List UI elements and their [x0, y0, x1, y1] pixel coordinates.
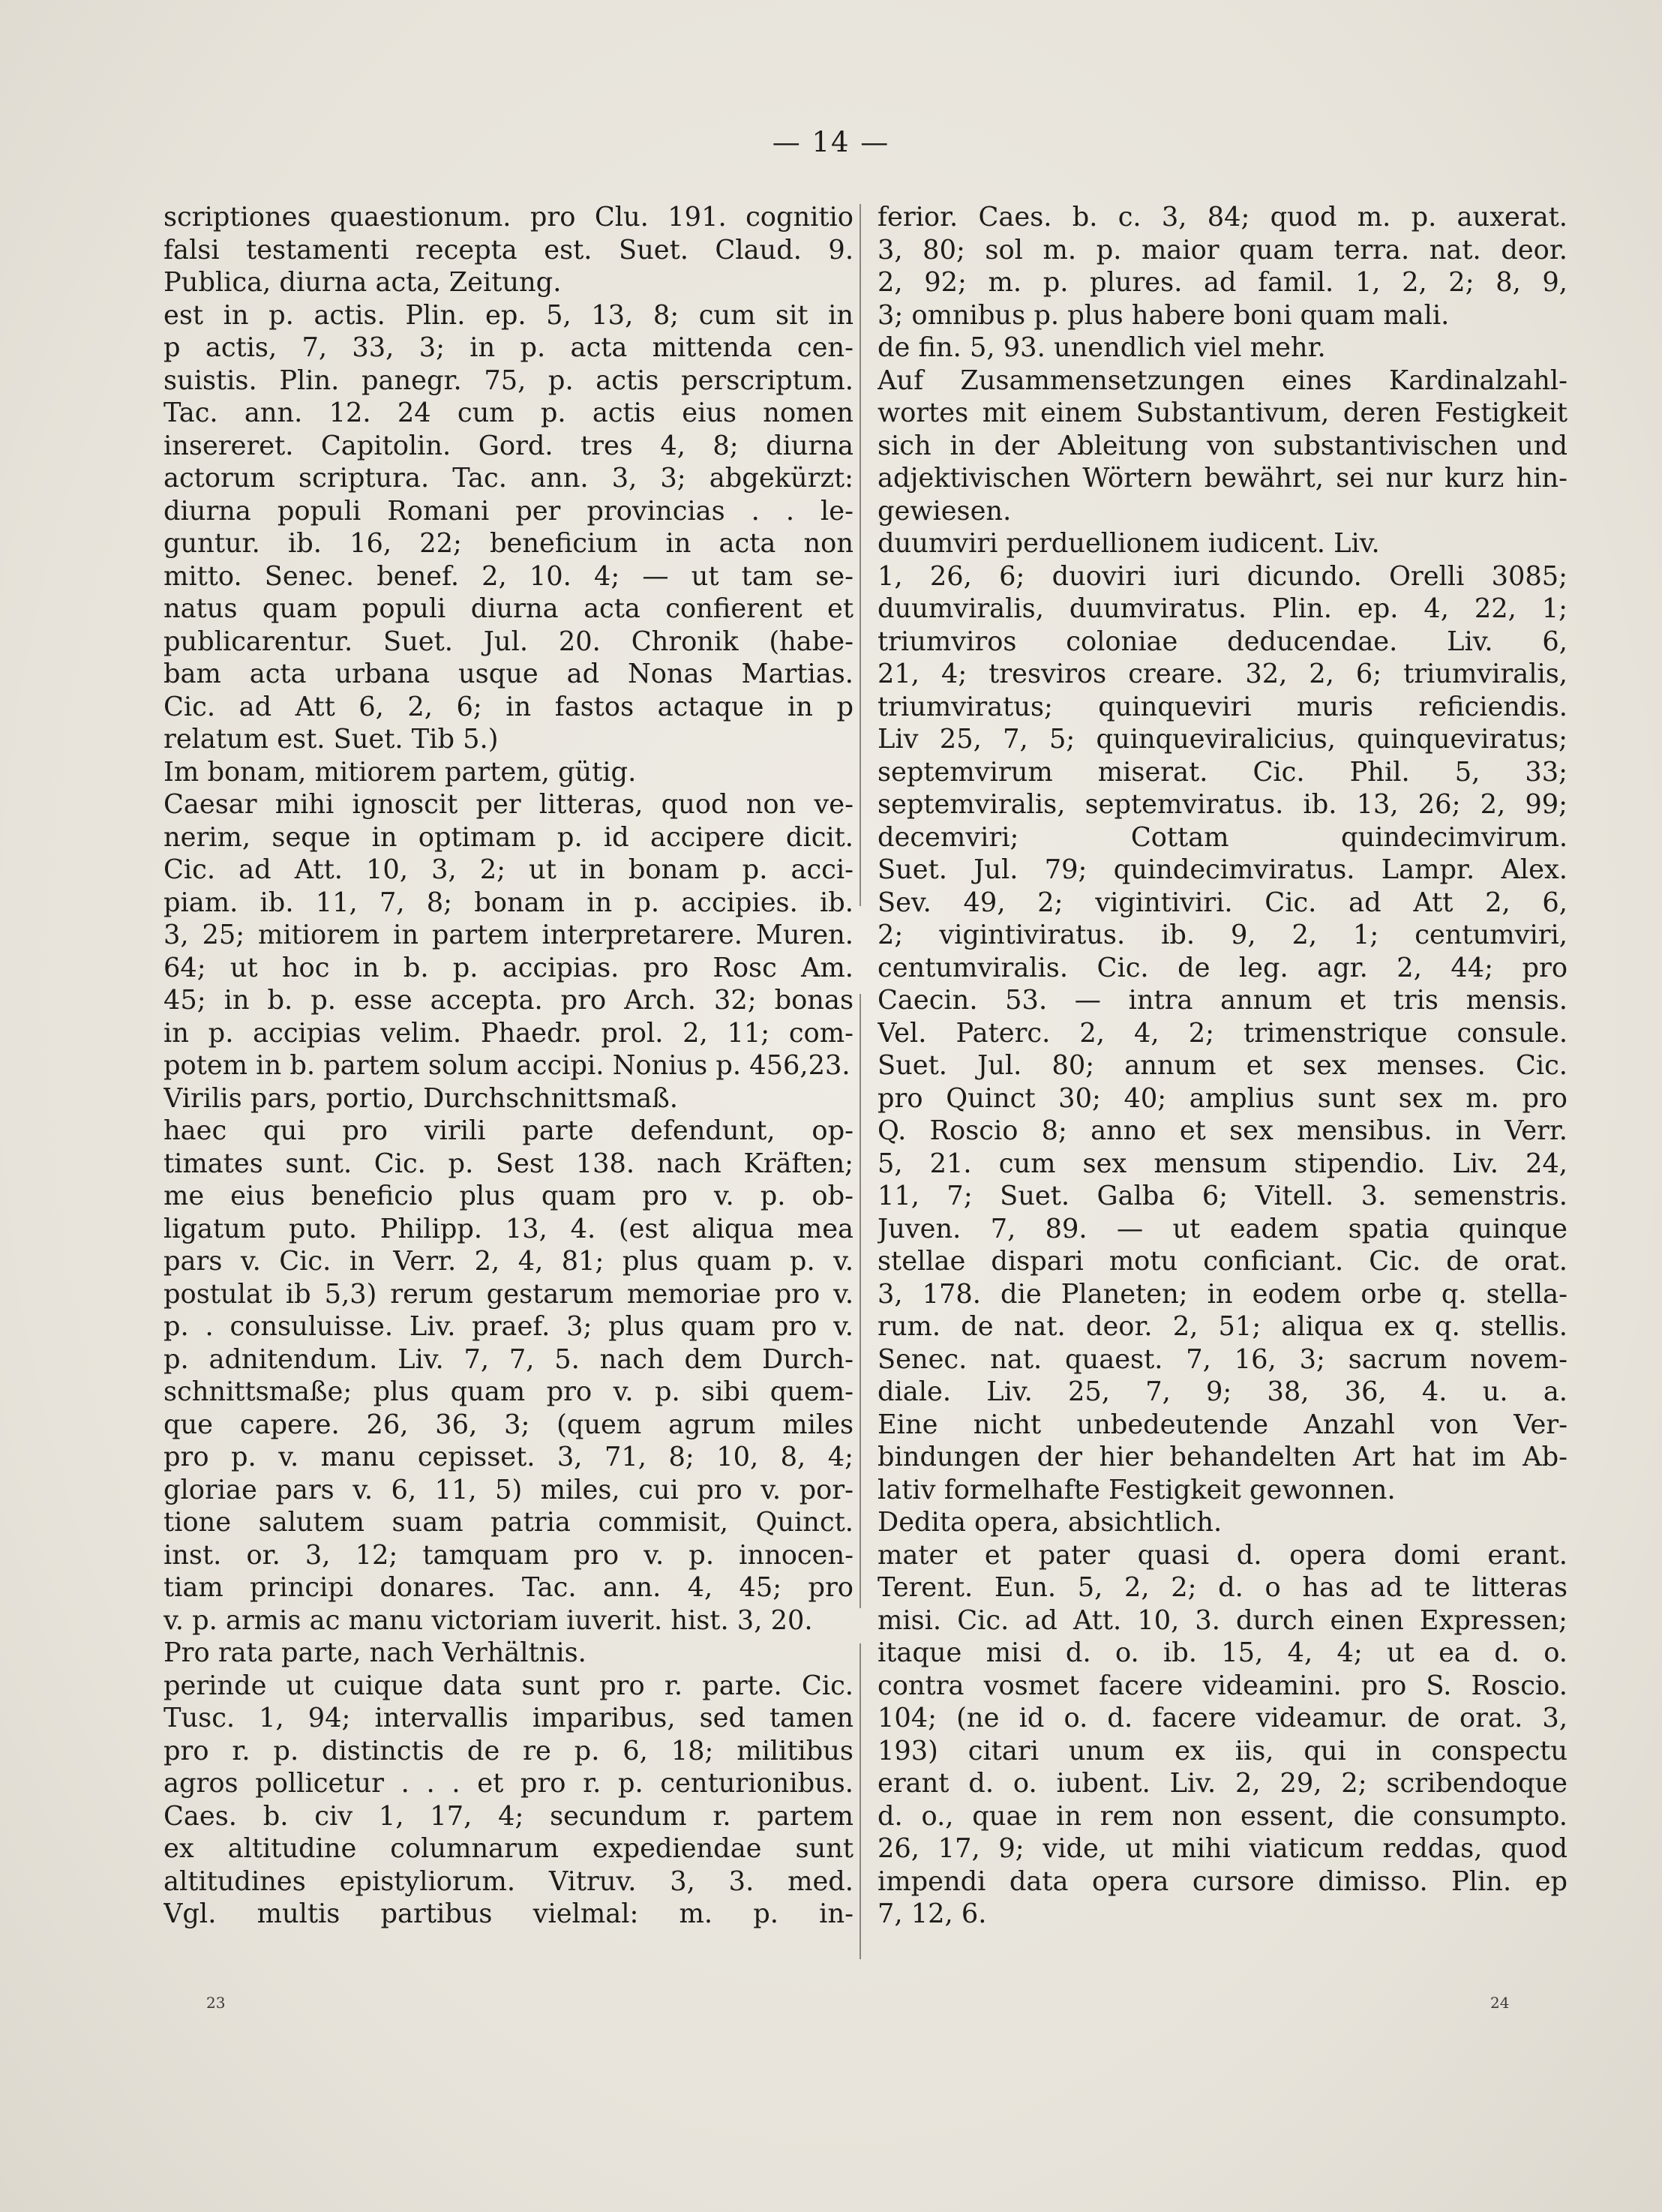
text-line: Vgl. multis partibus vielmal: m. p. in-	[164, 1898, 854, 1929]
text-line: relatum est. Suet. Tib 5.)	[164, 724, 499, 755]
text-line: Caecin. 53. — intra annum et tris mensis.	[878, 985, 1568, 1016]
text-line: decemviri; Cottam quindecimvirum.	[878, 821, 1568, 853]
text-line: est in p. actis. Plin. ep. 5, 13, 8; cum sit in	[164, 299, 854, 331]
text-line: ligatum puto. Philipp. 13, 4. (est aliqua mea	[164, 1213, 854, 1244]
text-line: mitto. Senec. benef. 2, 10. 4; — ut tam se-	[164, 560, 854, 592]
text-line: perinde ut cuique data sunt pro r. parte. Cic.	[164, 1670, 854, 1701]
text-line: diale. Liv. 25, 7, 9; 38, 36, 4. u. a.	[878, 1376, 1568, 1407]
text-line: 104; (ne id o. d. facere videamur. de orat. 3,	[878, 1703, 1568, 1733]
text-line: Cic. ad Att 6, 2, 6; in fastos actaque in p	[164, 691, 854, 722]
signature-mark-left: 23	[206, 1994, 226, 2012]
page-number: — 14 —	[772, 126, 890, 158]
text-line: septemviralis, septemviratus. ib. 13, 26; 2, 99;	[878, 789, 1568, 820]
text-line: 64; ut hoc in b. p. accipias. pro Rosc Am.	[164, 952, 854, 983]
text-line: mater et pater quasi d. opera domi erant.	[878, 1539, 1568, 1571]
text-line: pro Quinct 30; 40; amplius sunt sex m. pro	[878, 1082, 1568, 1114]
text-line: inst. or. 3, 12; tamquam pro v. p. innocen-	[164, 1539, 854, 1571]
text-line: scriptiones quaestionum. pro Clu. 191. cognitio	[164, 202, 854, 233]
text-line: triumviratus; quinqueviri muris reficiendis.	[878, 691, 1568, 722]
text-line: Vel. Paterc. 2, 4, 2; trimenstrique consule.	[878, 1017, 1568, 1049]
text-line: duumviralis, duumviratus. Plin. ep. 4, 22, 1;	[878, 593, 1568, 624]
text-line: d. o., quae in rem non essent, die consumpto.	[878, 1800, 1568, 1832]
text-line: Terent. Eun. 5, 2, 2; d. o has ad te litteras	[878, 1572, 1568, 1603]
signature-mark-right: 24	[1490, 1994, 1510, 2012]
text-line: triumviros coloniae deducendae. Liv. 6,	[878, 626, 1568, 657]
text-line: Pro rata parte, nach Verhältnis.	[164, 1637, 586, 1668]
text-line: stellae dispari motu conficiant. Cic. de orat.	[878, 1246, 1568, 1277]
text-line: wortes mit einem Substantivum, deren Festigkeit	[878, 398, 1568, 428]
text-line: Publica, diurna acta, Zeitung.	[164, 267, 562, 298]
text-line: me eius beneficio plus quam pro v. p. ob-	[164, 1181, 854, 1211]
text-line: Liv 25, 7, 5; quinqueviralicius, quinqueviratus;	[878, 724, 1568, 755]
text-line: 1, 26, 6; duoviri iuri dicundo. Orelli 3085;	[878, 560, 1568, 592]
text-line: in p. accipias velim. Phaedr. prol. 2, 11; com-	[164, 1017, 854, 1049]
text-line: timates sunt. Cic. p. Sest 138. nach Kräften;	[164, 1148, 854, 1179]
text-line: 21, 4; tresviros creare. 32, 2, 6; triumviralis,	[878, 659, 1568, 689]
text-line: 5, 21. cum sex mensum stipendio. Liv. 24,	[878, 1148, 1568, 1179]
text-line: suistis. Plin. panegr. 75, p. actis perscriptum.	[164, 365, 854, 396]
text-line: nerim, seque in optimam p. id accipere dicit.	[164, 821, 854, 853]
text-line: contra vosmet facere videamini. pro S. Roscio.	[878, 1670, 1568, 1701]
text-line: schnittsmaße; plus quam pro v. p. sibi quem-	[164, 1376, 854, 1407]
text-line: tione salutem suam patria commisit, Quinct.	[164, 1507, 854, 1538]
text-line: diurna populi Romani per provincias . . le-	[164, 495, 854, 527]
text-line: 3; omnibus p. plus habere boni quam mali.	[878, 299, 1450, 331]
text-line: Im bonam, mitiorem partem, gütig.	[164, 756, 637, 788]
left-column	[164, 201, 854, 1931]
text-line: p. . consuluisse. Liv. praef. 3; plus quam pro v.	[164, 1311, 854, 1342]
text-line: Juven. 7, 89. — ut eadem spatia quinque	[878, 1213, 1568, 1244]
text-line: 3, 25; mitiorem in partem interpretarere. Muren.	[164, 920, 854, 950]
text-line: agros pollicetur . . . et pro r. p. centurionibus.	[164, 1768, 854, 1799]
column-divider	[860, 204, 861, 1959]
text-line: duumviri perduellionem iudicent. Liv.	[878, 528, 1380, 559]
text-line: impendi data opera cursore dimisso. Plin. ep	[878, 1865, 1568, 1897]
text-line: haec qui pro virili parte defendunt, op-	[164, 1115, 854, 1146]
right-column	[878, 201, 1568, 1931]
text-line: gloriae pars v. 6, 11, 5) miles, cui pro v. por-	[164, 1474, 854, 1505]
text-line: publicarentur. Suet. Jul. 20. Chronik (habe-	[164, 626, 854, 657]
text-line: potem in b. partem solum accipi. Nonius p. 456,23.	[164, 1050, 850, 1081]
text-line: Cic. ad Att. 10, 3, 2; ut in bonam p. acci-	[164, 854, 854, 885]
text-line: ferior. Caes. b. c. 3, 84; quod m. p. auxerat.	[878, 202, 1568, 233]
text-line: 45; in b. p. esse accepta. pro Arch. 32; bonas	[164, 985, 854, 1016]
text-line: 7, 12, 6.	[878, 1898, 987, 1929]
text-line: natus quam populi diurna acta confierent et	[164, 593, 854, 624]
text-line: pars v. Cic. in Verr. 2, 4, 81; plus quam p. v.	[164, 1246, 854, 1277]
text-line: bindungen der hier behandelten Art hat im Ab-	[878, 1442, 1568, 1472]
text-line: guntur. ib. 16, 22; beneficium in acta non	[164, 528, 854, 559]
text-line: 193) citari unum ex iis, qui in conspectu	[878, 1735, 1568, 1766]
text-line: 2, 92; m. p. plures. ad famil. 1, 2, 2; 8, 9,	[878, 267, 1568, 298]
text-line: altitudines epistyliorum. Vitruv. 3, 3. med.	[164, 1865, 854, 1897]
text-line: adjektivischen Wörtern bewährt, sei nur kurz hin-	[878, 463, 1568, 494]
text-line: Tusc. 1, 94; intervallis imparibus, sed tamen	[164, 1703, 854, 1733]
text-line: Virilis pars, portio, Durchschnittsmaß.	[164, 1082, 678, 1114]
text-line: tiam principi donares. Tac. ann. 4, 45; pro	[164, 1572, 854, 1603]
text-line: 2; vigintiviratus. ib. 9, 2, 1; centumviri,	[878, 920, 1568, 950]
text-line: 26, 17, 9; vide, ut mihi viaticum reddas, quod	[878, 1833, 1568, 1864]
text-line: sich in der Ableitung von substantivischen und	[878, 430, 1568, 461]
text-line: itaque misi d. o. ib. 15, 4, 4; ut ea d. o.	[878, 1637, 1568, 1668]
text-line: Q. Roscio 8; anno et sex mensibus. in Verr.	[878, 1115, 1568, 1146]
text-line: 11, 7; Suet. Galba 6; Vitell. 3. semenstris.	[878, 1181, 1568, 1211]
text-line: de fin. 5, 93. unendlich viel mehr.	[878, 332, 1326, 363]
text-line: pro p. v. manu cepisset. 3, 71, 8; 10, 8, 4;	[164, 1442, 854, 1472]
text-line: Eine nicht unbedeutende Anzahl von Ver-	[878, 1409, 1568, 1440]
text-line: misi. Cic. ad Att. 10, 3. durch einen Expressen;	[878, 1604, 1568, 1636]
text-line: insereret. Capitolin. Gord. tres 4, 8; diurna	[164, 430, 854, 461]
text-line: Auf Zusammensetzungen eines Kardinalzahl-	[878, 365, 1568, 396]
text-line: rum. de nat. deor. 2, 51; aliqua ex q. stellis.	[878, 1311, 1568, 1342]
text-line: 3, 80; sol m. p. maior quam terra. nat. deor.	[878, 234, 1568, 266]
text-line: Caesar mihi ignoscit per litteras, quod non ve-	[164, 789, 854, 820]
text-line: Tac. ann. 12. 24 cum p. actis eius nomen	[164, 398, 854, 428]
text-line: v. p. armis ac manu victoriam iuverit. hist. 3, 20.	[164, 1604, 813, 1636]
text-line: actorum scriptura. Tac. ann. 3, 3; abgekürzt:	[164, 463, 854, 494]
text-line: ex altitudine columnarum expediendae sunt	[164, 1833, 854, 1864]
text-line: p. adnitendum. Liv. 7, 7, 5. nach dem Durch-	[164, 1343, 854, 1375]
text-line: postulat ib 5,3) rerum gestarum memoriae pro v.	[164, 1278, 854, 1310]
text-line: Caes. b. civ 1, 17, 4; secundum r. partem	[164, 1800, 854, 1832]
text-line: pro r. p. distinctis de re p. 6, 18; militibus	[164, 1735, 854, 1766]
text-line: Dedita opera, absichtlich.	[878, 1507, 1222, 1538]
text-line: que capere. 26, 36, 3; (quem agrum miles	[164, 1409, 854, 1440]
text-line: falsi testamenti recepta est. Suet. Claud. 9.	[164, 234, 854, 266]
text-line: bam acta urbana usque ad Nonas Martias.	[164, 659, 854, 689]
text-line: septemvirum miserat. Cic. Phil. 5, 33;	[878, 756, 1568, 788]
text-line: piam. ib. 11, 7, 8; bonam in p. accipies. ib.	[164, 887, 854, 918]
text-line: lativ formelhafte Festigkeit gewonnen.	[878, 1474, 1396, 1505]
text-line: 3, 178. die Planeten; in eodem orbe q. stella-	[878, 1278, 1568, 1310]
text-line: Suet. Jul. 79; quindecimviratus. Lampr. Alex.	[878, 854, 1568, 885]
text-line: Suet. Jul. 80; annum et sex menses. Cic.	[878, 1050, 1568, 1081]
text-line: gewiesen.	[878, 495, 1012, 527]
text-line: centumviralis. Cic. de leg. agr. 2, 44; pro	[878, 952, 1568, 983]
text-line: erant d. o. iubent. Liv. 2, 29, 2; scribendoque	[878, 1768, 1568, 1799]
text-line: Senec. nat. quaest. 7, 16, 3; sacrum novem-	[878, 1343, 1568, 1375]
text-line: Sev. 49, 2; vigintiviri. Cic. ad Att 2, 6,	[878, 887, 1568, 918]
text-line: p actis, 7, 33, 3; in p. acta mittenda cen-	[164, 332, 854, 363]
